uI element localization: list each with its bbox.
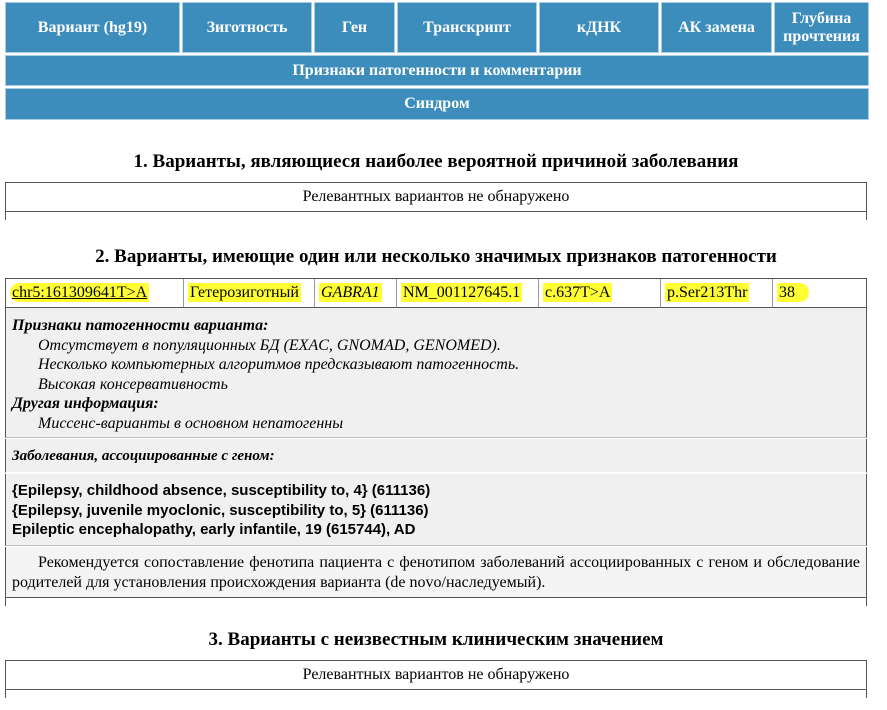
variant-depth-cell — [773, 279, 866, 307]
header-zygosity: Зиготность — [182, 2, 312, 53]
variant-gene-cell — [315, 279, 397, 307]
header-columns-row — [5, 2, 869, 53]
recommendation-text: Рекомендуется сопоставление фенотипа пациента с фенотипом заболеваний ассоциированных с геном и обследование родителей для установления происхождения варианта (de novo/наследуемый). — [12, 554, 860, 591]
other-info-heading: Другая информация: — [12, 395, 159, 412]
section-1-strip — [5, 212, 867, 220]
header-depth: Глубина прочтения — [774, 2, 869, 53]
header-pathogenicity: Признаки патогенности и комментарии — [5, 55, 869, 86]
header-cdna: кДНК — [539, 2, 659, 53]
pathogenicity-item: Высокая консервативность — [38, 375, 228, 393]
variant-aa-cell — [661, 279, 773, 307]
header-gene: Ген — [314, 2, 395, 53]
variant-position-cell — [6, 279, 184, 307]
variant-zygosity: Гетерозиготный — [190, 284, 299, 301]
variant-aa-change: p.Ser213Thr — [667, 284, 748, 301]
section-3-title: 3. Варианты с неизвестным клиническим значением — [208, 629, 664, 650]
header-syndrome: Синдром — [5, 88, 869, 120]
variant-row — [5, 278, 867, 308]
pathogenicity-heading: Признаки патогенности варианта: — [12, 317, 269, 334]
variant-cdna: c.637T>A — [545, 284, 611, 301]
section-1-title: 1. Варианты, являющиеся наиболее вероятной причиной заболевания — [133, 151, 739, 172]
variant-zygosity-cell — [184, 279, 315, 307]
section-3-strip — [5, 690, 867, 698]
recommendation-block — [5, 547, 867, 598]
header-aa-change: АК замена — [661, 2, 772, 53]
pathogenicity-block — [5, 308, 867, 438]
disease-item: {Epilepsy, juvenile myoclonic, susceptibility to, 5} (611136) — [12, 501, 429, 519]
header-transcript: Транскрипт — [397, 2, 537, 53]
section-3-box — [5, 660, 867, 690]
other-info-item: Миссенс-варианты в основном непатогенны — [38, 414, 344, 432]
section-2-strip — [5, 598, 867, 606]
variant-transcript: NM_001127645.1 — [403, 284, 521, 301]
section-3-empty-message: Релевантных вариантов не обнаружено — [302, 666, 570, 683]
pathogenicity-item: Несколько компьютерных алгоритмов предсказывают патогенность. — [38, 356, 520, 373]
variant-gene: GABRA1 — [321, 284, 380, 301]
header-variant: Вариант (hg19) — [5, 2, 180, 53]
variant-depth: 38 — [777, 283, 809, 302]
variant-cdna-cell — [539, 279, 661, 307]
section-2-title: 2. Варианты, имеющие один или несколько значимых признаков патогенности — [95, 246, 777, 267]
variant-position[interactable]: chr5:161309641T>A — [12, 284, 148, 301]
diseases-list-block — [5, 474, 867, 546]
section-1-box — [5, 182, 867, 212]
disease-item: Epileptic encephalopathy, early infantile, 19 (615744), AD — [12, 521, 416, 538]
disease-item: {Epilepsy, childhood absence, susceptibility to, 4} (611136) — [12, 482, 431, 499]
pathogenicity-item: Отсутствует в популяционных БД (EXAC, GNOMAD, GENOMED). — [38, 336, 501, 354]
header-syndrome-row — [5, 88, 869, 120]
header-pathogenicity-row — [5, 55, 869, 86]
diseases-heading-block — [5, 439, 867, 473]
diseases-heading: Заболевания, ассоциированные с геном: — [12, 448, 275, 464]
section-1-empty-message: Релевантных вариантов не обнаружено — [302, 188, 570, 205]
variant-transcript-cell — [397, 279, 539, 307]
